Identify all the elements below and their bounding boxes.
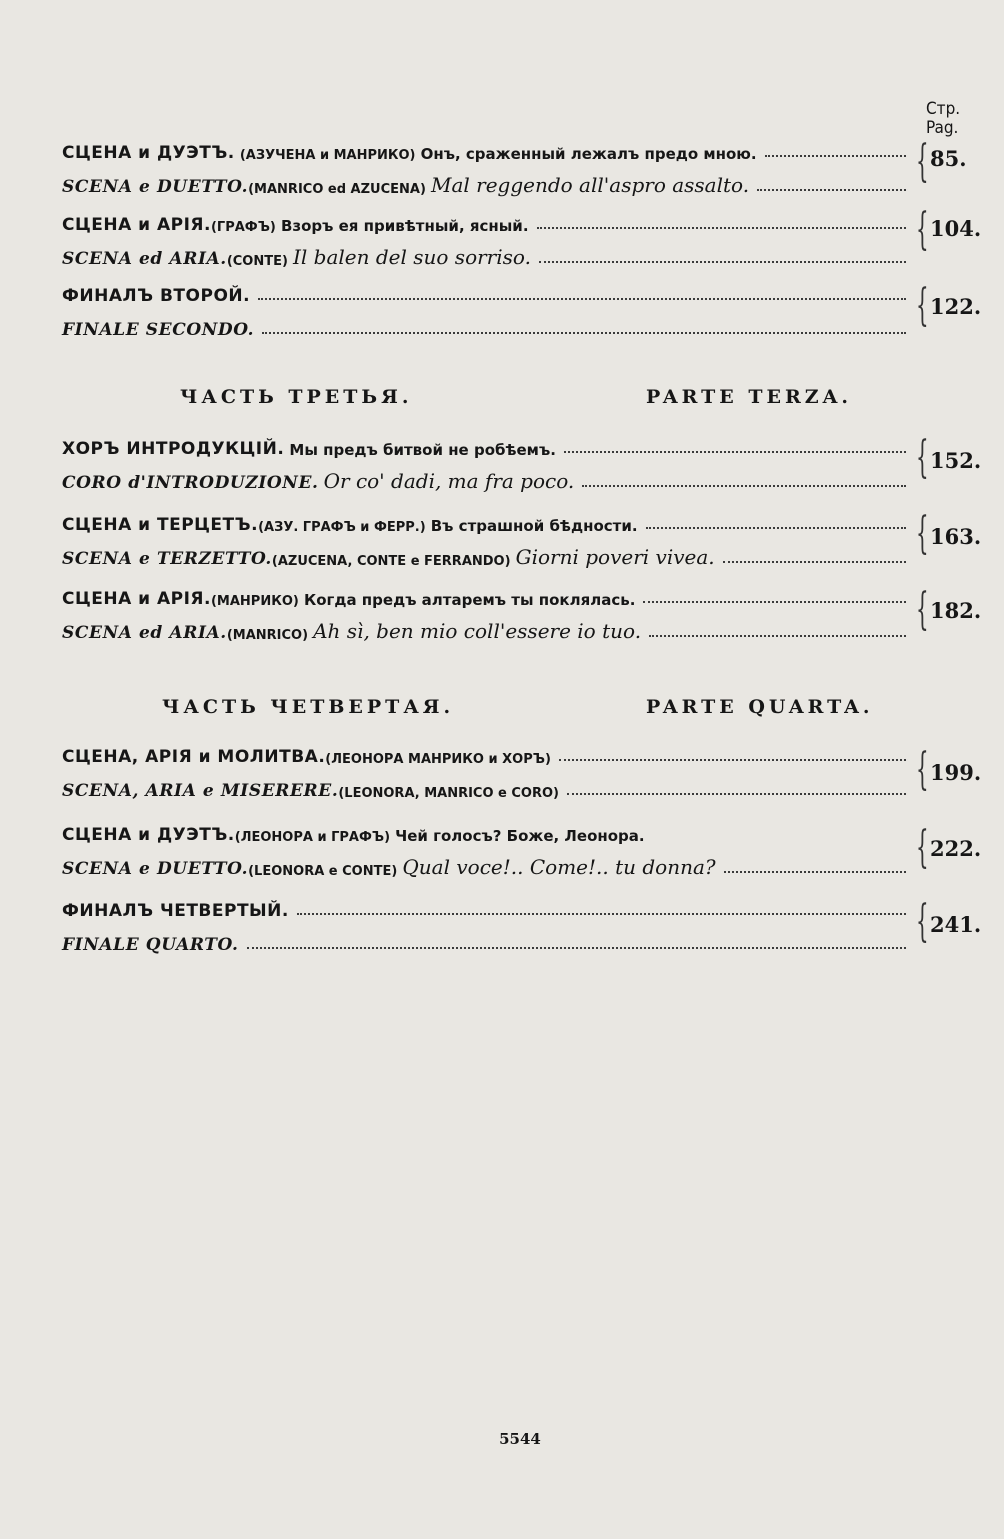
dot-leader [567, 793, 906, 795]
page-number: 152. [930, 448, 982, 473]
page-number: 222. [930, 836, 982, 861]
page-number: 241. [930, 912, 982, 937]
page-column-header-it: Pag. [926, 118, 959, 138]
toc-line-it [62, 617, 910, 643]
entry-cast-it: (CONTE) [226, 254, 288, 269]
dot-leader [539, 261, 906, 263]
dot-leader [643, 601, 906, 603]
toc-entry-coro-introduzione [62, 436, 912, 493]
page-number: 85. [930, 146, 967, 171]
toc-line-ru [62, 583, 910, 609]
entry-heading-ru: СЦЕНА и ТЕРЦЕТЪ. [62, 515, 259, 535]
page-column-header [926, 100, 992, 138]
entry-heading-ru: СЦЕНА и ДУЭТЪ. [62, 143, 235, 163]
brace: { [916, 584, 929, 635]
entry-heading-it: SCENA, ARIA e MISERERE. [62, 781, 339, 801]
page-number: 122. [930, 294, 982, 319]
entry-incipit-ru: Въ страшной бѣдности. [430, 517, 638, 535]
dot-leader [646, 527, 906, 529]
toc-entry-scena-aria-manrico [62, 586, 912, 643]
toc-line-it [62, 543, 910, 569]
toc-line-ru [62, 509, 910, 535]
entry-cast-it: (MANRICO ed AZUCENA) [248, 182, 426, 197]
entry-cast-ru: (ЛЕОНОРА МАНРИКО и ХОРЪ) [325, 752, 551, 767]
toc-entry-finale-secondo [62, 283, 912, 340]
toc-line-it [62, 467, 910, 493]
brace: { [916, 204, 929, 255]
dot-leader [262, 332, 906, 334]
plate-number: 5544 [499, 1430, 541, 1448]
toc-line-ru [62, 895, 910, 921]
entry-incipit-it: Mal reggendo all'aspro assalto. [430, 173, 750, 197]
page-number: 104. [930, 216, 982, 241]
toc-entry-scena-aria-conte [62, 212, 912, 269]
brace: { [916, 896, 929, 947]
toc-line-it [62, 171, 910, 197]
entry-incipit-ru: Когда предъ алтаремъ ты поклялась. [303, 591, 636, 609]
brace: { [916, 822, 929, 873]
entry-heading-it: SCENA e DUETTO. [62, 177, 249, 197]
brace: { [916, 136, 929, 187]
brace: { [916, 432, 929, 483]
dot-leader [258, 298, 906, 300]
toc-entry-scena-duetto-act2 [62, 140, 912, 197]
entry-cast-ru: (АЗУ. ГРАФЪ и ФЕРР.) [258, 520, 426, 535]
toc-line-ru [62, 433, 910, 459]
toc-line-it [62, 243, 910, 269]
toc-line-ru [62, 137, 910, 163]
toc-entry-miserere [62, 744, 912, 801]
dot-leader [564, 451, 906, 453]
entry-heading-ru: СЦЕНА и ДУЭТЪ. [62, 825, 235, 845]
dot-leader [765, 155, 906, 157]
toc-line-it [62, 775, 910, 801]
toc-line-ru [62, 209, 910, 235]
toc-line-it [62, 929, 910, 955]
dot-leader [297, 913, 906, 915]
entry-cast-ru: (АЗУЧЕНА и МАНРИКО) [239, 148, 416, 163]
entry-heading-ru: ФИНАЛЪ ВТОРОЙ. [62, 286, 251, 306]
entry-cast-ru: (ЛЕОНОРА и ГРАФЪ) [234, 830, 391, 845]
entry-incipit-ru: Взоръ ея привѣтный, ясный. [280, 217, 529, 235]
toc-line-it [62, 853, 910, 879]
entry-cast-it: (LEONORA e CONTE) [248, 864, 398, 879]
entry-heading-it: FINALE SECONDO. [62, 320, 255, 340]
dot-leader [723, 561, 906, 563]
entry-cast-it: (AZUCENA, CONTE e FERRANDO) [271, 554, 511, 569]
section-title-part4-it: PARTE QUARTA. [646, 696, 874, 718]
toc-line-ru [62, 741, 910, 767]
entry-cast-it: (LEONORA, MANRICO e CORO) [338, 786, 559, 801]
section-title-part3-ru: ЧАСТЬ ТРЕТЬЯ. [180, 386, 413, 408]
dot-leader [757, 189, 906, 191]
entry-incipit-ru: Мы предъ битвой не робѣемъ. [289, 441, 556, 459]
entry-heading-it: SCENA ed ARIA. [62, 623, 227, 643]
entry-cast-ru: (ГРАФЪ) [210, 220, 276, 235]
dot-leader [649, 635, 906, 637]
entry-incipit-it: Giorni poveri vivea. [515, 545, 715, 569]
dot-leader [247, 947, 907, 949]
entry-incipit-it: Ah sì, ben mio coll'essere io tuo. [313, 619, 642, 643]
toc-line-it [62, 314, 910, 340]
dot-leader [537, 227, 906, 229]
toc-entry-scena-terzetto [62, 512, 912, 569]
page-column-header-ru: Стр. [926, 99, 961, 119]
entry-heading-ru: ФИНАЛЪ ЧЕТВЕРТЫЙ. [62, 901, 289, 921]
entry-heading-it: SCENA e TERZETTO. [62, 549, 272, 569]
section-title-part4-ru: ЧАСТЬ ЧЕТВЕРТАЯ. [162, 696, 455, 718]
brace: { [916, 508, 929, 559]
entry-incipit-it: Or co' dadi, ma fra poco. [323, 469, 575, 493]
entry-heading-it: FINALE QUARTO. [62, 935, 239, 955]
entry-cast-ru: (МАНРИКО) [210, 594, 299, 609]
entry-incipit-it: Qual voce!.. Come!.. tu donna? [402, 855, 716, 879]
dot-leader [582, 485, 906, 487]
dot-leader [724, 871, 906, 873]
entry-cast-it: (MANRICO) [226, 628, 309, 643]
toc-line-ru [62, 280, 910, 306]
entry-heading-ru: ХОРЪ ИНТРОДУКЦІЙ. [62, 439, 285, 459]
page-number: 163. [930, 524, 982, 549]
page-number: 182. [930, 598, 982, 623]
brace: { [916, 280, 929, 331]
entry-heading-it: CORO d'INTRODUZIONE. [62, 473, 319, 493]
page-number: 199. [930, 760, 982, 785]
entry-heading-ru: СЦЕНА и АРІЯ. [62, 215, 211, 235]
toc-entry-scena-duetto-act4 [62, 822, 912, 879]
brace: { [916, 744, 929, 795]
toc-entry-finale-quarto [62, 898, 912, 955]
entry-heading-it: SCENA e DUETTO. [62, 859, 249, 879]
toc-line-ru [62, 819, 910, 845]
section-title-part3-it: PARTE TERZA. [646, 386, 852, 408]
entry-incipit-ru: Чей голосъ? Боже, Леонора. [395, 827, 645, 845]
entry-heading-ru: СЦЕНА и АРІЯ. [62, 589, 211, 609]
entry-heading-it: SCENA ed ARIA. [62, 249, 227, 269]
entry-incipit-ru: Онъ, сраженный лежалъ предо мною. [420, 145, 757, 163]
entry-incipit-it: Il balen del suo sorriso. [293, 245, 531, 269]
entry-heading-ru: СЦЕНА, АРІЯ и МОЛИТВА. [62, 747, 326, 767]
dot-leader [559, 759, 906, 761]
